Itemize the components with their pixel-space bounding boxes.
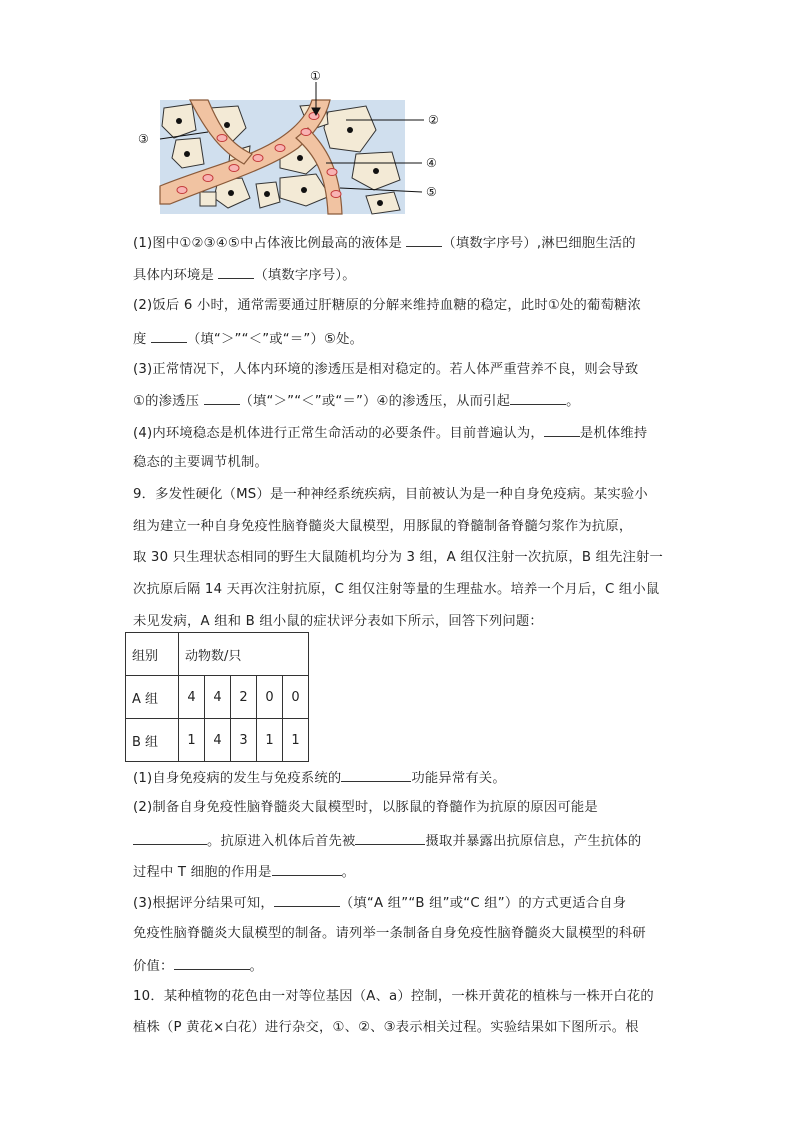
q9-part1: (1)自身免疫病的发生与免疫系统的 功能异常有关。 (133, 767, 506, 789)
q8-part3-line1: (3)正常情况下，人体内环境的渗透压是相对稳定的。若人体严重营养不良，则会导致 (133, 362, 639, 377)
q9-stem-line3: 取 30 只生理状态相同的野生大鼠随机均分为 3 组，A 组仅注射一次抗原，B 组先注射一 (133, 550, 664, 565)
q9-part3-line2: 免疫性脑脊髓炎大鼠模型的制备。请列举一条制备自身免疫性脑脊髓炎大鼠模型的科研 (133, 926, 646, 941)
q8-part4-line2: 稳态的主要调节机制。 (133, 455, 268, 470)
answer-blank[interactable] (204, 390, 240, 405)
q9-part2-line2: 。抗原进入机体后首先被 摄取并暴露出抗原信息，产生抗体的 (133, 830, 641, 852)
table-cell: 1 (179, 719, 205, 762)
label-1: ① (310, 69, 321, 83)
label-2: ② (428, 113, 439, 127)
q9-stem-line2: 组为建立一种自身免疫性脑脊髓炎大鼠模型，用豚鼠的脊髓制备脊髓匀浆作为抗原， (133, 519, 633, 534)
table-row (126, 676, 309, 719)
q9-part3-line1: (3)根据评分结果可知， （填“A 组”“B 组”或“C 组”）的方式更适合自身 (133, 892, 626, 914)
q8-part4-line1: (4)内环境稳态是机体进行正常生命活动的必要条件。目前普遍认为， 是机体维持 (133, 422, 647, 444)
q9-stem-line5: 未见发病，A 组和 B 组小鼠的症状评分表如下所示，回答下列问题： (133, 614, 543, 629)
answer-blank[interactable] (274, 892, 340, 907)
q8-part2-line1: (2)饭后 6 小时，通常需要通过肝糖原的分解来维持血糖的稳定，此时①处的葡萄糖浓 (133, 298, 641, 313)
table-cell: 0 (283, 676, 309, 719)
table-cell: 3 (231, 719, 257, 762)
table-cell: 0 (257, 676, 283, 719)
answer-blank[interactable] (272, 861, 342, 876)
q9-stem-line4: 次抗原后隔 14 天再次注射抗原，C 组仅注射等量的生理盐水。培养一个月后，C 组小鼠 (133, 582, 660, 597)
answer-blank[interactable] (406, 232, 442, 247)
answer-blank[interactable] (174, 955, 250, 970)
answer-blank[interactable] (218, 264, 254, 279)
q8-part2-line2: 度 （填“＞”“＜”或“＝”）⑤处。 (133, 328, 363, 350)
q10-stem-line2: 植株（P 黄花×白花）进行杂交，①、②、③表示相关过程。实验结果如下图所示。根 (133, 1020, 639, 1035)
answer-blank[interactable] (355, 830, 425, 845)
answer-blank[interactable] (510, 390, 566, 405)
header-group: 组别 (126, 633, 179, 676)
label-3: ③ (138, 132, 149, 146)
table-cell: 4 (205, 719, 231, 762)
row-group: B 组 (126, 719, 179, 762)
tissue-fluid-diagram (130, 68, 450, 218)
header-animal-count: 动物数/只 (179, 633, 309, 676)
table-row (126, 719, 309, 762)
symptom-score-table (125, 632, 309, 762)
table-cell: 4 (205, 676, 231, 719)
q8-part1-line2: 具体内环境是 （填数字序号）。 (133, 264, 356, 286)
label-5: ⑤ (426, 185, 437, 199)
q10-stem-line1: 10．某种植物的花色由一对等位基因（A、a）控制，一株开黄花的植株与一株开白花的 (133, 989, 654, 1004)
q9-stem-line1: 9．多发性硬化（MS）是一种神经系统疾病，目前被认为是一种自身免疫病。某实验小 (133, 487, 648, 502)
answer-blank[interactable] (133, 830, 207, 845)
q9-part2-line1: (2)制备自身免疫性脑脊髓炎大鼠模型时，以豚鼠的脊髓作为抗原的原因可能是 (133, 800, 598, 815)
answer-blank[interactable] (544, 422, 580, 437)
table-cell: 4 (179, 676, 205, 719)
answer-blank[interactable] (151, 328, 187, 343)
row-group: A 组 (126, 676, 179, 719)
table-cell: 1 (257, 719, 283, 762)
table-header-row (126, 633, 309, 676)
q9-part3-line3: 价值： 。 (133, 955, 263, 977)
tissue-diagram-svg (130, 68, 450, 218)
answer-blank[interactable] (341, 767, 411, 782)
q8-part1-line1: (1)图中①②③④⑤中占体液比例最高的液体是 （填数字序号）,淋巴细胞生活的 (133, 232, 636, 254)
table-cell: 1 (283, 719, 309, 762)
label-4: ④ (426, 156, 437, 170)
table-cell: 2 (231, 676, 257, 719)
q8-part3-line2: ①的渗透压 （填“＞”“＜”或“＝”）④的渗透压，从而引起 。 (133, 390, 580, 412)
q9-part2-line3: 过程中 T 细胞的作用是 。 (133, 861, 355, 883)
